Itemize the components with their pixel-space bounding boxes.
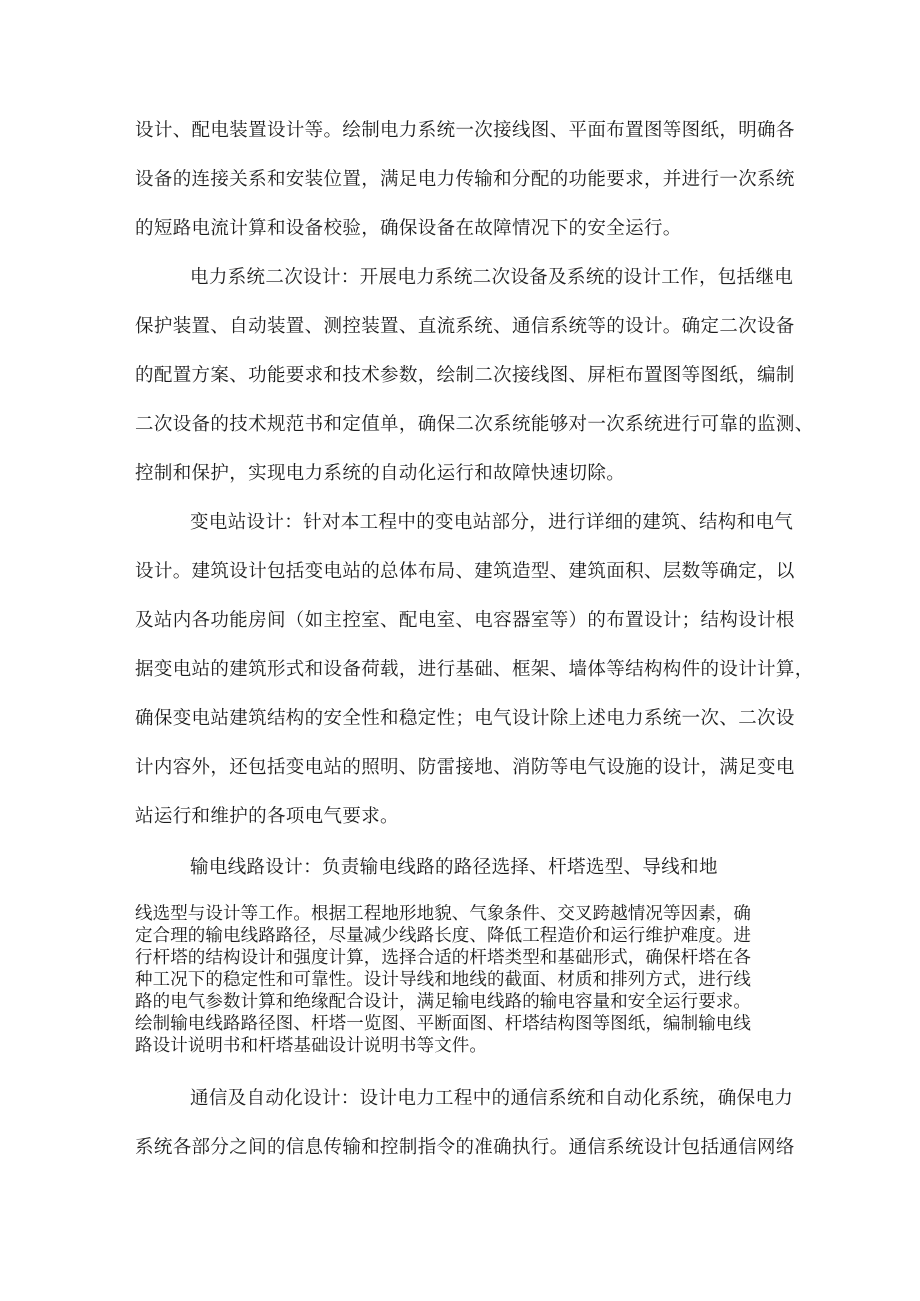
text-line: 路设计说明书和杆塔基础设计说明书等文件。 [135, 1036, 487, 1056]
text-line: 系统各部分之间的信息传输和控制指令的准确执行。通信系统设计包括通信网络 [135, 1137, 795, 1158]
text-line: 绘制输电线路路径图、杆塔一览图、平断面图、杆塔结构图等图纸，编制输电线 [135, 1014, 751, 1034]
text-line: 路的电气参数计算和绝缘配合设计，满足输电线路的输电容量和安全运行要求。 [135, 992, 751, 1012]
text-line: 的短路电流计算和设备校验，确保设备在故障情况下的安全运行。 [135, 218, 682, 239]
text-line: 设计、配电装置设计等。绘制电力系统一次接线图、平面布置图等图纸，明确各 [135, 120, 795, 141]
text-line: 电力系统二次设计：开展电力系统二次设备及系统的设计工作，包括继电 [190, 267, 794, 288]
text-line: 通信及自动化设计：设计电力工程中的通信系统和自动化系统，确保电力 [190, 1088, 794, 1109]
text-line: 控制和保护，实现电力系统的自动化运行和故障快速切除。 [135, 463, 626, 484]
text-line: 设计。建筑设计包括变电站的总体布局、建筑造型、建筑面积、层数等确定，以 [135, 561, 795, 582]
text-line: 定合理的输电线路路径，尽量减少线路长度、降低工程造价和运行维护难度。进 [135, 926, 751, 946]
text-line: 据变电站的建筑形式和设备荷载，进行基础、框架、墙体等结构构件的设计计算， [135, 659, 814, 680]
text-line: 的配置方案、功能要求和技术参数，绘制二次接线图、屏柜布置图等图纸，编制 [135, 365, 795, 386]
text-line: 线选型与设计等工作。根据工程地形地貌、气象条件、交叉跨越情况等因素，确 [135, 904, 751, 924]
text-line: 变电站设计：针对本工程中的变电站部分，进行详细的建筑、结构和电气 [190, 512, 794, 533]
text-line: 种工况下的稳定性和可靠性。设计导线和地线的截面、材质和排列方式，进行线 [135, 970, 751, 990]
text-line: 输电线路设计：负责输电线路的路径选择、杆塔选型、导线和地 [190, 857, 718, 878]
text-line: 二次设备的技术规范书和定值单，确保二次系统能够对一次系统进行可靠的监测、 [135, 414, 814, 435]
text-line: 设备的连接关系和安装位置，满足电力传输和分配的功能要求，并进行一次系统 [135, 169, 795, 190]
text-line: 确保变电站建筑结构的安全性和稳定性；电气设计除上述电力系统一次、二次设 [135, 708, 795, 729]
text-line: 行杆塔的结构设计和强度计算，选择合适的杆塔类型和基础形式，确保杆塔在各 [135, 948, 751, 968]
text-line: 站运行和维护的各项电气要求。 [135, 806, 399, 827]
text-line: 计内容外，还包括变电站的照明、防雷接地、消防等电气设施的设计，满足变电 [135, 757, 795, 778]
text-line: 及站内各功能房间（如主控室、配电室、电容器室等）的布置设计；结构设计根 [135, 610, 795, 631]
text-line: 保护装置、自动装置、测控装置、直流系统、通信系统等的设计。确定二次设备 [135, 316, 795, 337]
